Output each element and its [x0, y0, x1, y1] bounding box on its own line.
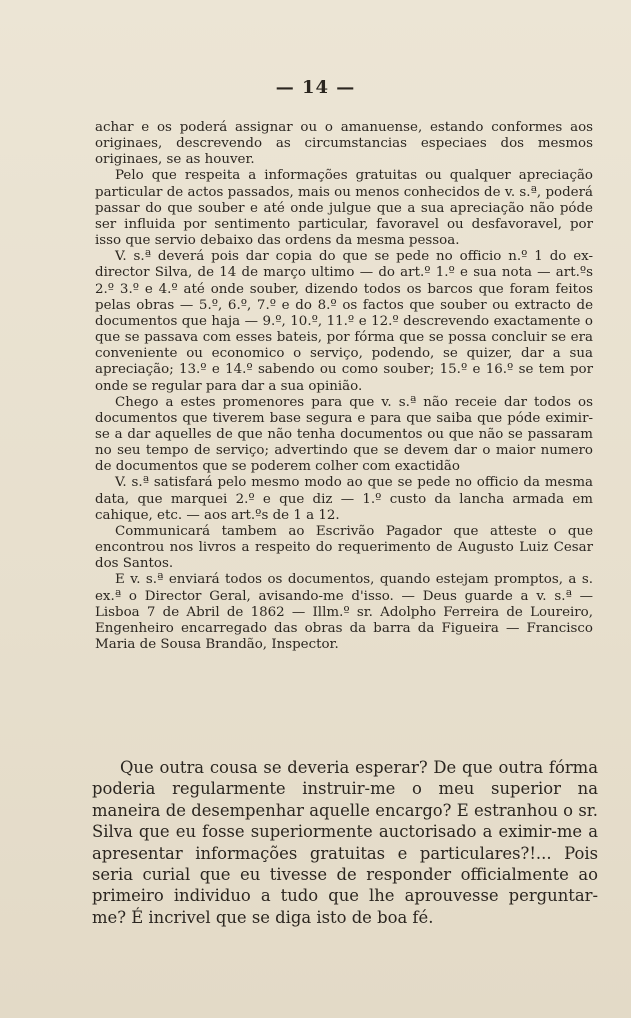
letter-paragraph: Pelo que respeita a informações gratuitas ou qualquer apreciação particular de actos passados, mais ou menos conhecidos de v. s.ª, poderá passar do que souber e até onde julgue que a sua apreciação não póde ser influida por sentimento particular, favoravel ou desfavoravel, por isso que servio debaixo das ordens da mesma pessoa.	[95, 168, 593, 249]
letter-paragraph: E v. s.ª enviará todos os documentos, quando estejam promptos, a s. ex.ª o Director Geral, avisando-me d'isso. — Deus guarde a v. s.ª — Lisboa 7 de Abril de 1862 — Illm.º sr. Adolpho Ferreira de Loureiro, Engenheiro encarregado das obras da barra da Figueira — Francisco Maria de Sousa Brandão, Inspector.	[95, 572, 593, 652]
letter-paragraph: V. s.ª satisfará pelo mesmo modo ao que se pede no officio da mesma data, que marquei 2.º e que diz — 1.º custo da lancha armada em cahique, etc. — aos art.ºs de 1 a 12.	[95, 475, 593, 523]
page-number: — 14 —	[275, 77, 356, 98]
body-paragraph: Que outra cousa se deveria esperar? De que outra fórma poderia regularmente instruir-me o meu superior na maneira de desempenhar aquelle encargo? E estranhou o sr. Silva que eu fosse superiormente auctorisado a eximir-me a apresentar informações gratuitas e particulares?!... Pois seria curial que eu tivesse de responder officialmente ao primeiro individuo a tudo que lhe aprouvesse perguntar-me? É incrivel que se diga isto de boa fé.	[92, 758, 598, 927]
letter-paragraph: Communicará tambem ao Escrivão Pagador que atteste o que encontrou nos livros a respeito do requerimento de Augusto Luiz Cesar dos Santos.	[95, 523, 593, 572]
letter-paragraph: Chego a estes promenores para que v. s.ª não receie dar todos os documentos que tiverem base segura e para que saiba que póde eximir-se a dar aquelles de que não tenha documentos ou que não se passaram no seu tempo de serviço; advertindo que se devem dar o maior numero de documentos que se poderem colher com exactidão	[95, 394, 593, 475]
letter-paragraph: V. s.ª deverá pois dar copia do que se pede no officio n.º 1 do ex-director Silva, de 14 de março ultimo — do art.º 1.º e sua nota — art.ºs 2.º 3.º e 4.º até onde souber, dizendo todos os barcos que foram feitos pelas obras — 5.º, 6.º, 7.º e do 8.º os factos que souber ou extracto de documentos que haja — 9.º, 10.º, 11.º e 12.º descrevendo exactamente o que se passava com esses bateis, por fórma que se possa concluir se era conveniente ou economico o serviço, podendo, se quizer, dar a sua apreciação; 13.º e 14.º sabendo ou como souber; 15.º e 16.º se tem por onde se regular para dar a sua opinião.	[95, 249, 593, 394]
letter-paragraph: achar e os poderá assignar ou o amanuense, estando conformes aos originaes, descrevendo as circumstancias especiaes dos mesmos originaes, se as houver.	[95, 120, 593, 168]
quoted-letter	[95, 120, 593, 653]
body-text	[92, 757, 598, 928]
